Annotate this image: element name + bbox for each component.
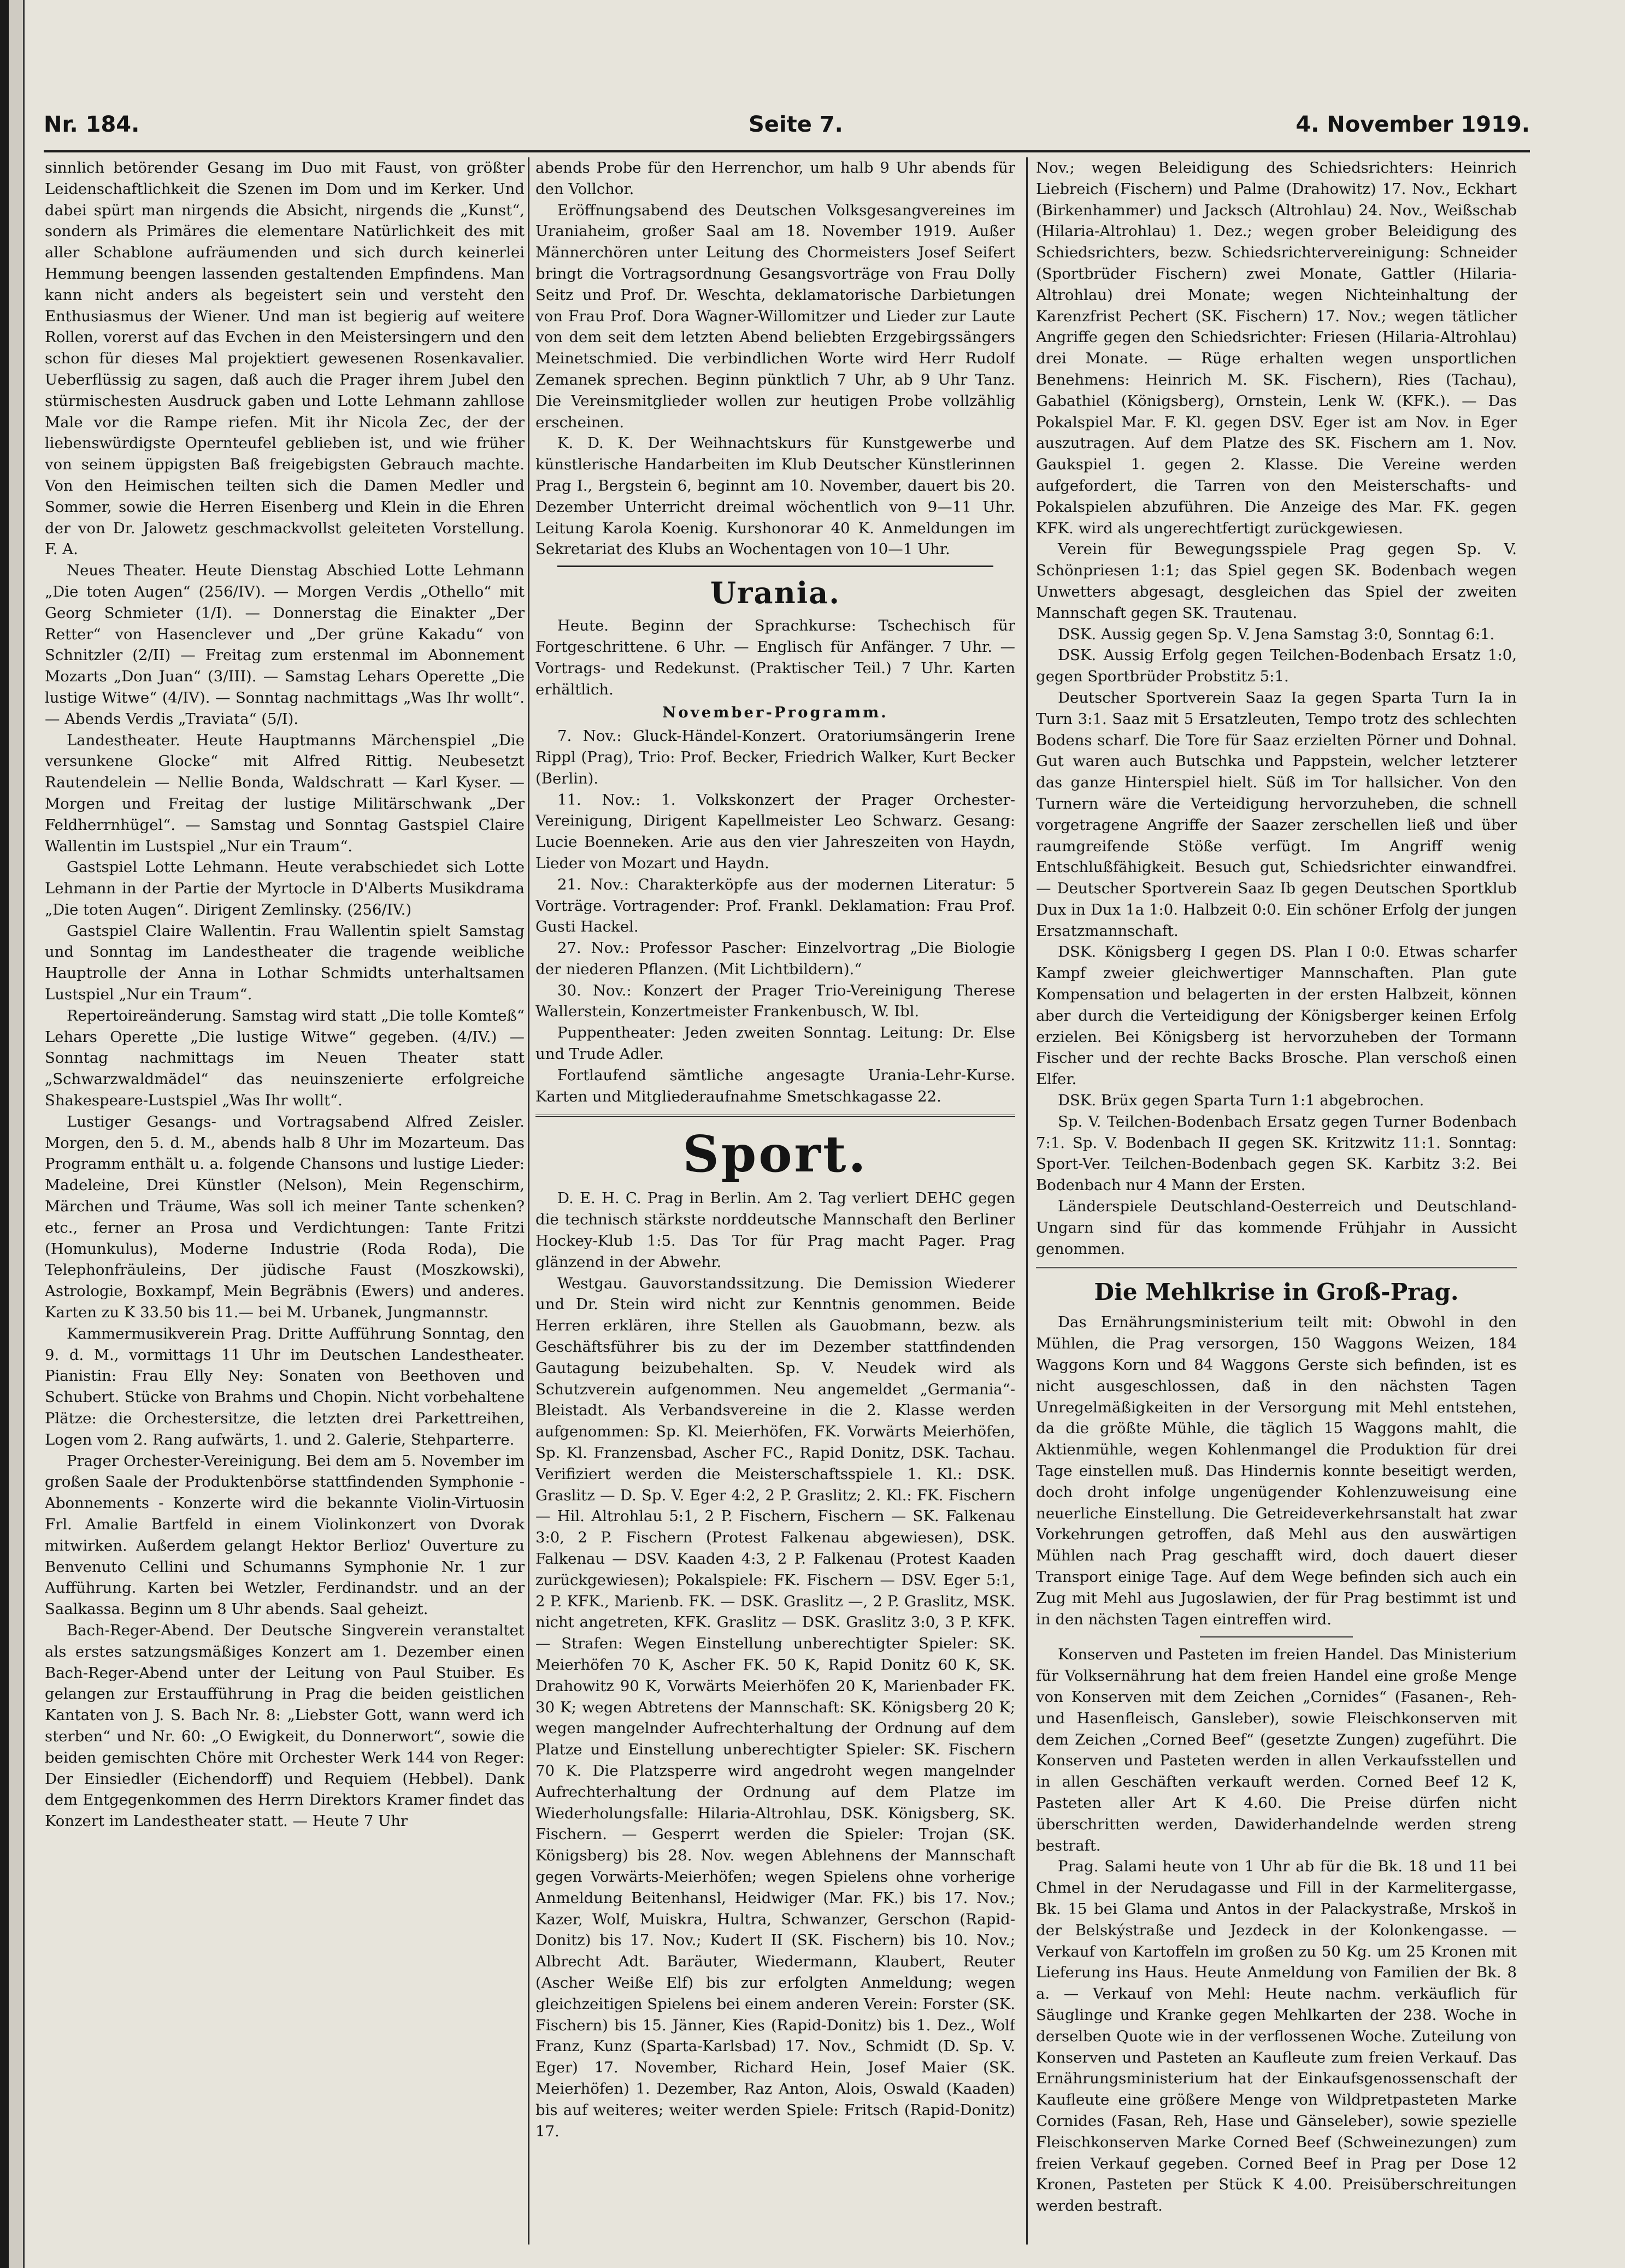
column-rule (528, 157, 529, 2245)
article-paragraph: Bach-Reger-Abend. Der Deutsche Singverein veranstaltet als erstes satzungsmäßiges Konzert am 1. Dezember einen Bach-Reger-Abend unter der Leitung von Paul Stuiber. Es gelangen zur Erstaufführung in Prag die beiden geistlichen Kantaten von J. S. Bach Nr. 8: „Liebster Gott, wann werd ich sterben“ und Nr. 60: „O Ewigkeit, du Donnerwort“, sowie die beiden gemischten Chöre mit Orchester Werk 144 von Reger: Der Einsiedler (Eichendorff) und Requiem (Hebbel). Dank dem Entgegenkommen des Herrn Direktors Kramer findet das Konzert im Landestheater statt. — Heute 7 Uhr (45, 1621, 525, 1830)
column-1 (45, 157, 525, 2245)
article-paragraph: DSK. Aussig Erfolg gegen Teilchen-Bodenbach Ersatz 1:0, gegen Sportbrüder Probstitz 5:1. (1036, 646, 1517, 686)
article-paragraph: Verein für Bewegungsspiele Prag gegen Sp. V. Schönpriesen 1:1; das Spiel gegen SK. Bodenbach wegen Unwetters abgesagt, desgleichen das Spiel der zweiten Mannschaft gegen SK. Trautenau. (1036, 540, 1517, 622)
article-paragraph: Lustiger Gesangs- und Vortragsabend Alfred Zeisler. Morgen, den 5. d. M., abends halb 8 Uhr im Mozarteum. Das Programm enthält u. a. folgende Chansons und lustige Lieder: Madeleine, Drei Künstler (Nelson), Mein Regenschirm, Märchen und Träume, Was soll ich meiner Tante schenken? etc., ferner an Prosa und Verdichtungen: Tante Fritzi (Homunkulus), Moderne Industrie (Roda Roda), Die Telephonfräuleins, Der jüdische Faust (Moszkowski), Astrologie, Boxkampf, Mein Begräbnis (Ewers) und anderes. Karten zu K 33.50 bis 11.— bei M. Urbanek, Jungmannstr. (45, 1112, 525, 1322)
article-paragraph: Prag. Salami heute von 1 Uhr ab für die Bk. 18 und 11 bei Chmel in der Nerudagasse und Fill in der Karmelitergasse, Bk. 15 bei Glama und Antos in der Palackystraße, Mrskoš in der Belskýstraße und Jezdeck in der Kolonkengasse. — Verkauf von Kartoffeln im großen zu 50 Kg. um 25 Kronen mit Lieferung ins Haus. Heute Anmeldung von Familien der Bk. 8 a. — Verkauf von Mehl: Heute nachm. verkäuflich für Säuglinge und Kranke gegen Mehlkarten der 238. Woche in derselben Quote wie in der verflossenen Woche. Zuteilung von Konserven und Pasteten an Kaufleute zum freien Verkauf. Das Ernährungsministerium hat der Einkaufsgenossenschaft der Kaufleute eine größere Menge von Wildpretpasteten Marke Cornides (Fasan, Reh, Hase und Gänseleber), sowie spezielle Fleischkonserven Marke Corned Beef (Schweinezungen) zum freien Verkauf gegeben. Corned Beef in Prag per Dose 12 Kronen, Pasteten per Stück K 4.00. Preisüberschreitungen werden bestraft. (1036, 1858, 1517, 2215)
article-paragraph: Das Ernährungsministerium teilt mit: Obwohl in den Mühlen, die Prag versorgen, 150 Waggons Weizen, 184 Waggons Korn und 84 Waggons Gerste sich befinden, ist es nicht ausgeschlossen, daß in den nächsten Tagen Unregelmäßigkeiten in der Versorgung mit Mehl entstehen, da die größte Mühle, die täglich 15 Waggons mahlt, die Aktienmühle, wegen Kohlenmangel die Produktion für drei Tage einstellen muß. Das Hindernis konnte beseitigt werden, doch droht infolge ungenügender Kohlenzuweisung eine neuerliche Einstellung. Die Getreideverkehrsanstalt hat zwar Vorkehrungen getroffen, daß Mehl aus den auswärtigen Mühlen nach Prag geschafft wird, doch dauert dieser Transport einige Tage. Auf dem Wege befinden sich auch ein Zug mit Mehl aus Jugoslawien, der für Prag bestimmt ist und in den nächsten Tagen eintreffen wird. (1036, 1313, 1517, 1628)
article-paragraph: sinnlich betörender Gesang im Duo mit Faust, von größter Leidenschaftlichkeit die Szenen im Dom und im Kerker. Und dabei spürt man nirgends die Absicht, nirgends die „Kunst“, sondern als Primäres die elementare Natürlichkeit des mit aller Schablone aufräumenden und sich durch keinerlei Hemmung beengen lassenden gestaltenden Empfindens. Man kann nicht anders als begeistert sein und versteht den Enthusiasmus der Wiener. Und man ist begierig auf weitere Rollen, vorerst auf das Evchen in den Meistersingern und den schon für dieses Mal projektiert gewesenen Rosenkavalier. Ueberflüssig zu sagen, daß auch die Prager ihrem Jubel den stürmischesten Ausdruck gaben und Lotte Lehmann zahllose Male vor die Rampe riefen. Mit ihr Nicola Zec, der der liebenswürdigste Opernteufel geblieben ist, und wie früher von seinem üppigsten Baß freigebigsten Gebrauch machte. Von den Heimischen teilten sich die Damen Medler und Sommer, sowie die Herren Eisenberg und Klein in die Ehren der von Dr. Jalowetz geschmackvollst geleiteten Vorstellung. F. A. (45, 159, 525, 558)
issue-number: Nr. 184. (44, 112, 140, 137)
article-paragraph: abends Probe für den Herrenchor, um halb 9 Uhr abends für den Vollchor. (535, 159, 1015, 198)
article-paragraph: Westgau. Gauvorstandssitzung. Die Demission Wiederer und Dr. Stein wird nicht zur Kenntnis genommen. Beide Herren erklären, ihre Stellen als Gauobmann, bezw. als Geschäftsführer bis zu der im Dezember stattfindenden Gautagung beizubehalten. Sp. V. Neudek wird als Schutzverein aufgenommen. Neu angemeldet „Germania“-Bleistadt. Als Verbandsvereine in die 2. Klasse werden aufgenommen: Sp. Kl. Meierhöfen, FK. Vorwärts Meierhöfen, Sp. Kl. Franzensbad, Ascher FC., Rapid Donitz, DSK. Tachau. Verifiziert werden die Meisterschaftsspiele 1. Kl.: DSK. Graslitz — D. Sp. V. Eger 4:2, 2 P. Graslitz; 2. Kl.: FK. Fischern — Hil. Altrohlau 5:1, 2 P. Fischern, Fischern — SK. Falkenau 3:0, 2 P. Fischern (Protest Falkenau abgewiesen), DSK. Falkenau — DSV. Kaaden 4:3, 2 P. Falkenau (Protest Kaaden zurückgewiesen); Pokalspiele: FK. Fischern — DSV. Eger 5:1, 2 P. KFK., Marienb. FK. — DSK. Graslitz —, 2 P. Graslitz, MSK. nicht angetreten, KFK. Graslitz — DSK. Graslitz 3:0, 3 P. KFK. — Strafen: Wegen Einstellung unberechtigter Spieler: SK. Meierhöfen 70 K, Ascher FK. 50 K, Rapid Donitz 60 K, SK. Drahowitz 90 K, Vorwärts Meierhöfen 20 K, Marienbader FK. 30 K; wegen Abtretens der Mannschaft: SK. Königsberg 20 K; wegen mangelnder Aufrechterhaltung der Ordnung auf dem Platze und Einstellung unberechtigter Spieler: SK. Fischern 70 K. Die Platzsperre wird angedroht wegen mangelnder Aufrechterhaltung der Ordnung auf dem Platze im Wiederholungsfalle: Hilaria-Altrohlau, DSK. Königsberg, SK. Fischern. — Gesperrt werden die Spieler: Trojan (SK. Königsberg) bis 28. Nov. wegen Ablehnens der Mannschaft gegen Vorwärts-Meierhöfen; wegen Spielens ohne vorherige Anmeldung Beitenhansl, Heidwiger (Mar. FK.) bis 17. Nov.; Kazer, Wolf, Muiskra, Hultra, Schwanzer, Gerschon (Rapid-Donitz) bis 17. Nov.; Kudert II (SK. Fischern) bis 10. Nov.; Albrecht Adt. Baräuter, Wiedermann, Klaubert, Reuter (Ascher Weiße Elf) bis zur erfolgten Anmeldung; wegen gleichzeitigen Spielens bei einem anderen Verein: Forster (SK. Fischern) bis 15. Jänner, Kies (Rapid-Donitz) bis 1. Dez., Wolf Franz, Kunz (Sparta-Karlsbad) 17. Nov., Schmidt (D. Sp. V. Eger) 17. November, Richard Hein, Josef Maier (SK. Meierhöfen) 1. Dezember, Raz Anton, Alois, Oswald (Kaaden) bis auf weiteres; weiter werden Spiele: Fritsch (Rapid-Donitz) 17. (535, 1274, 1015, 2140)
column-3 (1036, 157, 1517, 2245)
article-paragraph: K. D. K. Der Weihnachtskurs für Kunstgewerbe und künstlerische Handarbeiten im Klub Deutscher Künstlerinnen Prag I., Bergstein 6, beginnt am 10. November, dauert bis 20. Dezember Unterricht dreimal wöchentlich von 9—11 Uhr. Leitung Karola Koenig. Kurshonorar 40 K. Anmeldungen im Sekretariat des Klubs an Wochentagen von 10—1 Uhr. (535, 434, 1015, 558)
mehlkrise-heading: Die Mehlkrise in Groß-Prag. (1094, 1279, 1459, 1306)
program-item: 11. Nov.: 1. Volkskonzert der Prager Orchester-Vereinigung, Dirigent Kapellmeister Leo Schwarz. Gesang: Lucie Boenneken. Arie aus den vier Jahreszeiten von Haydn, Lieder von Mozart und Haydn. (535, 791, 1015, 872)
article-paragraph: DSK. Brüx gegen Sparta Turn 1:1 abgebrochen. (1058, 1092, 1424, 1110)
article-paragraph: DSK. Aussig gegen Sp. V. Jena Samstag 3:0, Sonntag 6:1. (1058, 625, 1495, 643)
issue-date: 4. November 1919. (1296, 112, 1530, 137)
header-rule (44, 150, 1530, 152)
article-paragraph: Nov.; wegen Beleidigung des Schiedsrichters: Heinrich Liebreich (Fischern) und Palme (Drahowitz) 17. Nov., Eckhart (Birkenhammer) und Jacksch (Altrohlau) 24. Nov., Weißschab (Hilaria-Altrohlau) 1. Dez.; wegen grober Beleidigung des Schiedsrichters, bezw. Schiedsrichtervereinigung: Schneider (Sportbrüder Fischern) zwei Monate, Gattler (Hilaria-Altrohlau) drei Monate; wegen Nichteinhaltung der Karenzfrist Pechert (SK. Fischern) 17. Nov.; wegen tätlicher Angriffe gegen den Schiedsrichter: Friesen (Hilaria-Altrohlau) drei Monate. — Rüge erhalten wegen unsportlichen Benehmens: Heinrich M. SK. Fischern), Ries (Tachau), Gabathiel (Königsberg), Ornstein, Lenk W. (KFK.). — Das Pokalspiel Mar. F. Kl. gegen DSV. Eger ist am Nov. in Eger auszutragen. Auf dem Platze des SK. Fischern am 1. Nov. Gaukspiel 1. gegen 2. Klasse. Die Vereine werden aufgefordert, die Tarren von den Meisterschafts- und Pokalspielen abzuführen. Die Anzeige des Mar. FK. gegen KFK. wird als ungerechtfertigt zurückgewiesen. (1036, 159, 1517, 537)
article-paragraph: Konserven und Pasteten im freien Handel. Das Ministerium für Volksernährung hat dem freien Handel eine große Menge von Konserven mit dem Zeichen „Cornides“ (Fasanen-, Reh- und Hasenfleisch, Gansleber), sowie Fleischkonserven mit dem Zeichen „Corned Beef“ (gesetzte Zungen) zugeführt. Die Konserven und Pasteten werden in allen Verkaufsstellen und in allen Geschäften verkauft werden. Corned Beef 12 K, Pasteten aller Art K 4.60. Die Preise dürfen nicht überschritten werden, Dawiderhandelnde werden streng bestraft. (1036, 1646, 1517, 1854)
program-item: 30. Nov.: Konzert der Prager Trio-Vereinigung Therese Wallerstein, Konzertmeister Frankenbusch, W. Ibl. (535, 981, 1015, 1021)
scan-dark-edge (0, 0, 9, 2268)
program-item: 7. Nov.: Gluck-Händel-Konzert. Oratoriumsängerin Irene Rippl (Prag), Trio: Prof. Becker, Friedrich Walker, Kurt Becker (Berlin). (535, 727, 1015, 787)
program-item: Puppentheater: Jeden zweiten Sonntag. Leitung: Dr. Else und Trude Adler. (535, 1024, 1015, 1063)
article-paragraph: D. E. H. C. Prag in Berlin. Am 2. Tag verliert DEHC gegen die technisch stärkste norddeutsche Mannschaft den Berliner Hockey-Klub 1:5. Das Tor für Prag macht Pager. Prag glänzend in der Abwehr. (535, 1189, 1015, 1271)
article-paragraph: Landestheater. Heute Hauptmanns Märchenspiel „Die versunkene Glocke“ mit Alfred Rittig. Neubesetzt Rautendelein — Nellie Bonda, Waldschratt — Karl Kyser. — Morgen und Freitag der lustige Militärschwank „Der Feldherrnhügel“. — Samstag und Sonntag Gastspiel Claire Wallentin im Lustspiel „Nur ein Traum“. (45, 731, 525, 855)
article-paragraph: DSK. Königsberg I gegen DS. Plan I 0:0. Etwas scharfer Kampf zweier gleichwertiger Mannschaften. Plan gute Kompensation und belagerten in der ersten Halbzeit, können aber durch die Verteidigung der Königsberger keinen Erfolg erzielen. Bei Königsberg ist hervorzuheben der Tormann Fischer und der rechte Backs Brosche. Plan verschoß einen Elfer. (1036, 943, 1517, 1088)
sport-heading: Sport. (682, 1124, 868, 1184)
article-paragraph: Gastspiel Claire Wallentin. Frau Wallentin spielt Samstag und Sonntag im Landestheater die tragende weibliche Hauptrolle der Anna in Lothar Schmidts unterhaltsamen Lustspiel „Nur ein Traum“. (45, 922, 525, 1004)
article-paragraph: Gastspiel Lotte Lehmann. Heute verabschiedet sich Lotte Lehmann in der Partie der Myrtocle in D'Alberts Musikdrama „Die toten Augen“. Dirigent Zemlinsky. (256/IV.) (45, 858, 525, 918)
urania-heading: Urania. (710, 575, 841, 611)
article-paragraph: Kammermusikverein Prag. Dritte Aufführung Sonntag, den 9. d. M., vormittags 11 Uhr im Deutschen Landestheater. Pianistin: Frau Elly Ney: Sonaten von Beethoven und Schubert. Stücke von Brahms und Chopin. Nicht vorbehaltene Plätze: die Orchestersitze, die letzten drei Parkettreihen, Logen vom 2. Rang aufwärts, 1. und 2. Galerie, Stehparterre. (45, 1324, 525, 1448)
program-item: 21. Nov.: Charakterköpfe aus der modernen Literatur: 5 Vorträge. Vortragender: Prof. Frankl. Deklamation: Frau Prof. Gusti Hackel. (535, 875, 1015, 936)
page-number: Seite 7. (749, 112, 843, 137)
page-header (44, 112, 1530, 150)
section-divider (1200, 1636, 1353, 1637)
article-paragraph: Länderspiele Deutschland-Oesterreich und Deutschland-Ungarn sind für das kommende Frühjahr in Aussicht genommen. (1036, 1198, 1517, 1258)
program-item: 27. Nov.: Professor Pascher: Einzelvortrag „Die Biologie der niederen Pflanzen. (Mit Lichtbildern).“ (535, 939, 1015, 978)
adjacent-page-margin (9, 0, 25, 2268)
article-paragraph: Deutscher Sportverein Saaz Ia gegen Sparta Turn Ia in Turn 3:1. Saaz mit 5 Ersatzleuten, Tempo trotz des schlechten Bodens scharf. Die Tore für Saaz erzielten Pörner und Dohnal. Gut waren auch Butschka und Pappstein, welcher letzterer das ganze Hinterspiel hielt. Süß im Tor hallsicher. Von den Turnern wäre die Verteidigung hervorzuheben, die schnell vorgetragene Angriffe der Saazer zerschellen ließ und über raumgreifende Stöße verfügt. Im Angriff wenig Entschlußfähigkeit. Besuch gut, Schiedsrichter einwandfrei. — Deutscher Sportverein Saaz Ib gegen Deutschen Sportklub Dux in Dux 1a 1:0. Halbzeit 0:0. Ein schöner Erfolg der jungen Ersatzmannschaft. (1036, 688, 1517, 940)
section-divider (557, 565, 993, 567)
section-divider (535, 1115, 1015, 1117)
program-item: Fortlaufend sämtliche angesagte Urania-Lehr-Kurse. Karten und Mitgliederaufnahme Smetschkagasse 22. (535, 1066, 1015, 1105)
article-paragraph: Neues Theater. Heute Dienstag Abschied Lotte Lehmann „Die toten Augen“ (256/IV). — Morgen Verdis „Othello“ mit Georg Schmieter (1/I). — Donnerstag die Einakter „Der Retter“ von Hasenclever und „Der grüne Kakadu“ von Schnitzler (2/II) — Freitag zum erstenmal im Abonnement Mozarts „Don Juan“ (3/III). — Samstag Lehars Operette „Die lustige Witwe“ (4/IV). — Sonntag nachmittags „Was Ihr wollt“. — Abends Verdis „Traviata“ (5/I). (45, 562, 525, 728)
article-paragraph: Heute. Beginn der Sprachkurse: Tschechisch für Fortgeschrittene. 6 Uhr. — Englisch für Anfänger. 7 Uhr. — Vortrags- und Redekunst. (Praktischer Teil.) 7 Uhr. Karten erhältlich. (535, 617, 1015, 698)
column-rule (1026, 157, 1028, 2245)
article-paragraph: Eröffnungsabend des Deutschen Volksgesangvereines im Uraniaheim, großer Saal am 18. November 1919. Außer Männerchören unter Leitung des Chormeisters Josef Seifert bringt die Vortragsordnung Gesangsvorträge von Frau Dolly Seitz und Prof. Dr. Weschta, deklamatorische Darbietungen von Frau Prof. Dora Wagner-Willomitzer und Lieder zur Laute von dem seit dem letzten Abend beliebten Erzgebirgssängers Meinetschmied. Die verbindlichen Worte wird Herr Rudolf Zemanek sprechen. Beginn pünktlich 7 Uhr, ab 9 Uhr Tanz. Die Vereinsmitglieder wollen zur heutigen Probe vollzählig erscheinen. (535, 201, 1015, 431)
program-heading: November-Programm. (662, 704, 888, 722)
article-paragraph: Repertoireänderung. Samstag wird statt „Die tolle Komteß“ Lehars Operette „Die lustige Witwe“ gegeben. (4/IV.) — Sonntag nachmittags im Neuen Theater statt „Schwarzwaldmädel“ das neuinszenierte erfolgreiche Shakespeare-Lustspiel „Was Ihr wollt“. (45, 1006, 525, 1110)
column-2 (535, 157, 1015, 2245)
article-paragraph: Prager Orchester-Vereinigung. Bei dem am 5. November im großen Saale der Produktenbörse stattfindenden Symphonie - Abonnements - Konzerte wird die bekannte Violin-Virtuosin Frl. Amalie Bartfeld in einem Violinkonzert von Dvorak mitwirken. Außerdem gelangt Hektor Berlioz' Ouverture zu Benvenuto Cellini und Schumanns Symphonie Nr. 1 zur Aufführung. Karten bei Wetzler, Ferdinandstr. und an der Saalkassa. Beginn um 8 Uhr abends. Saal geheizt. (45, 1452, 525, 1618)
section-divider (1036, 1267, 1517, 1269)
article-paragraph: Sp. V. Teilchen-Bodenbach Ersatz gegen Turner Bodenbach 7:1. Sp. V. Bodenbach II gegen SK. Kritzwitz 11:1. Sonntag: Sport-Ver. Teilchen-Bodenbach gegen SK. Karbitz 3:2. Bei Bodenbach nur 4 Mann der Ersten. (1036, 1112, 1517, 1194)
